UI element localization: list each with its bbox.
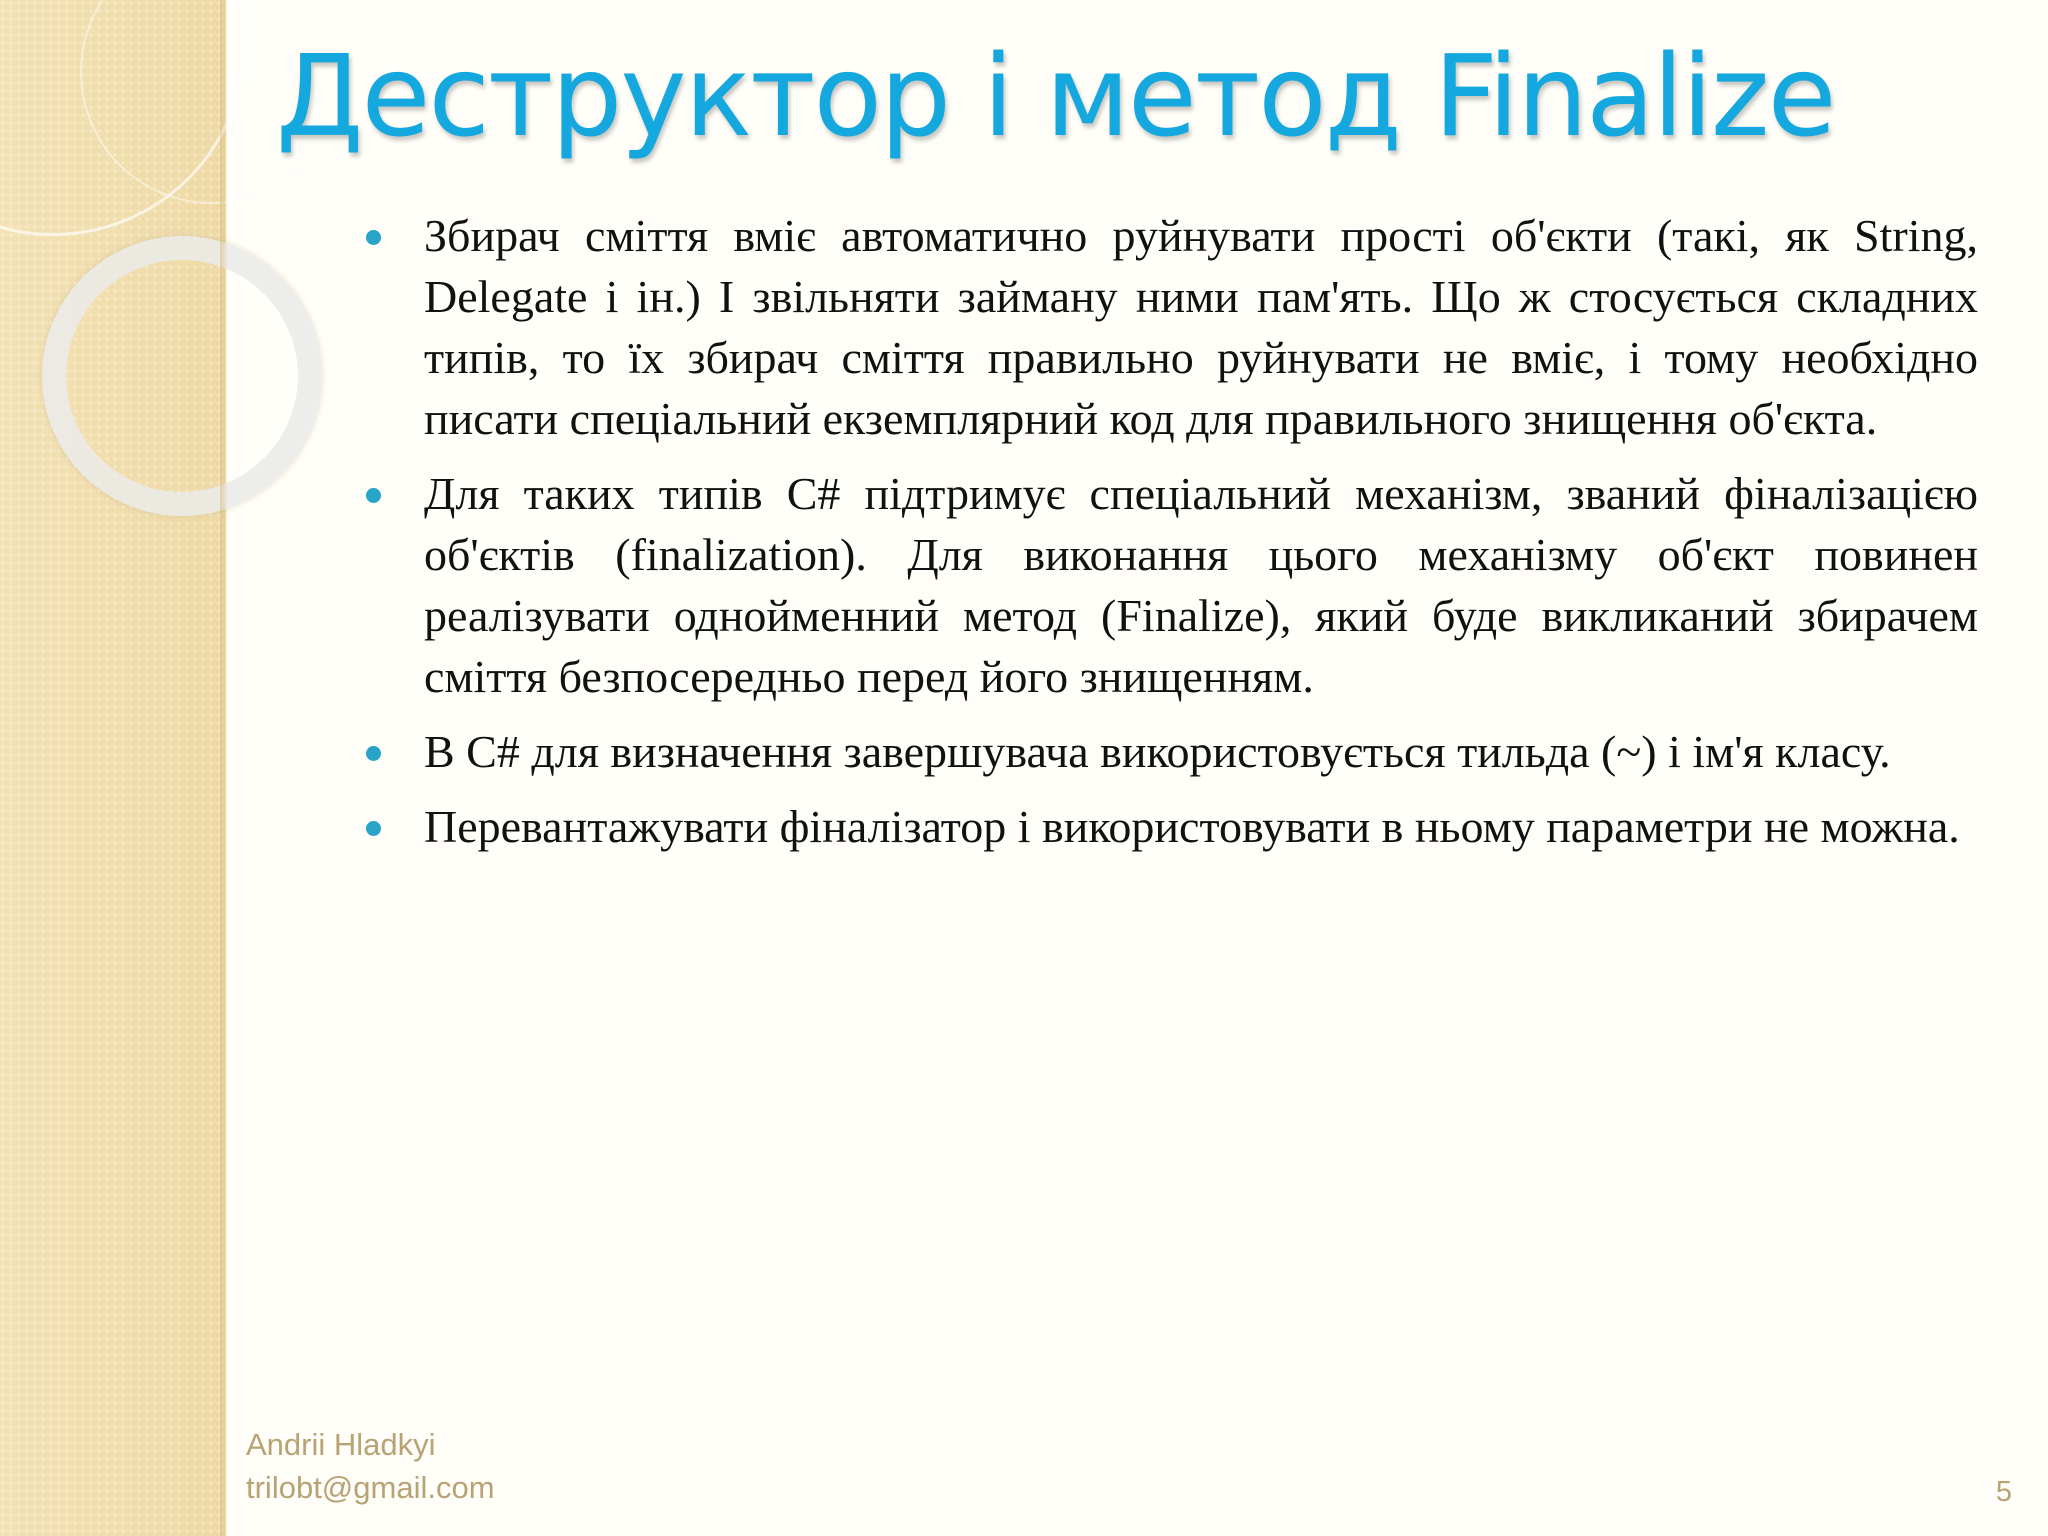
bullet-item-tilde-destructor (366, 721, 1978, 782)
decorative-ring-white (42, 236, 322, 516)
decorative-side-panel (0, 0, 226, 1536)
bullet-list (366, 205, 1978, 871)
decorative-ring-top (0, 0, 246, 236)
bullet-dot-icon (366, 746, 381, 761)
bullet-text: В C# для визначення завершувача використовується тильда (~) і ім'я класу. (424, 726, 1891, 777)
side-panel-shadow (220, 0, 228, 1536)
bullet-text: Перевантажувати фіналізатор і використовувати в ньому параметри не можна. (424, 801, 1960, 852)
slide-footer (246, 1423, 495, 1509)
bullet-dot-icon (366, 230, 381, 245)
bullet-dot-icon (366, 821, 381, 836)
bullet-item-garbage-collector (366, 205, 1978, 449)
footer-email: trilobt@gmail.com (246, 1470, 495, 1505)
slide-title: Деструктор і метод Finalize (276, 32, 1835, 162)
bullet-text: Збирач сміття вміє автоматично руйнувати прості об'єкти (такі, як String, Delegate і ін.) І звільняти займану ними пам'ять. Що ж стосується складних типів, то їх збирач сміття правильно руйнувати не вміє, і тому необхідно писати спеціальний екземплярний код для правильного знищення об'єкта. (424, 210, 1978, 444)
bullet-item-finalization (366, 463, 1978, 707)
bullet-text: Для таких типів C# підтримує спеціальний механізм, званий фіналізацією об'єктів (finalization). Для виконання цього механізму об'єкт повинен реалізувати однойменний метод (Finalize), який буде викликаний збирачем сміття безпосередньо перед його знищенням. (424, 468, 1978, 702)
slide-page-number: 5 (1995, 1476, 2012, 1508)
footer-author: Andrii Hladkyi (246, 1427, 436, 1462)
bullet-item-no-overload (366, 796, 1978, 857)
bullet-dot-icon (366, 488, 381, 503)
